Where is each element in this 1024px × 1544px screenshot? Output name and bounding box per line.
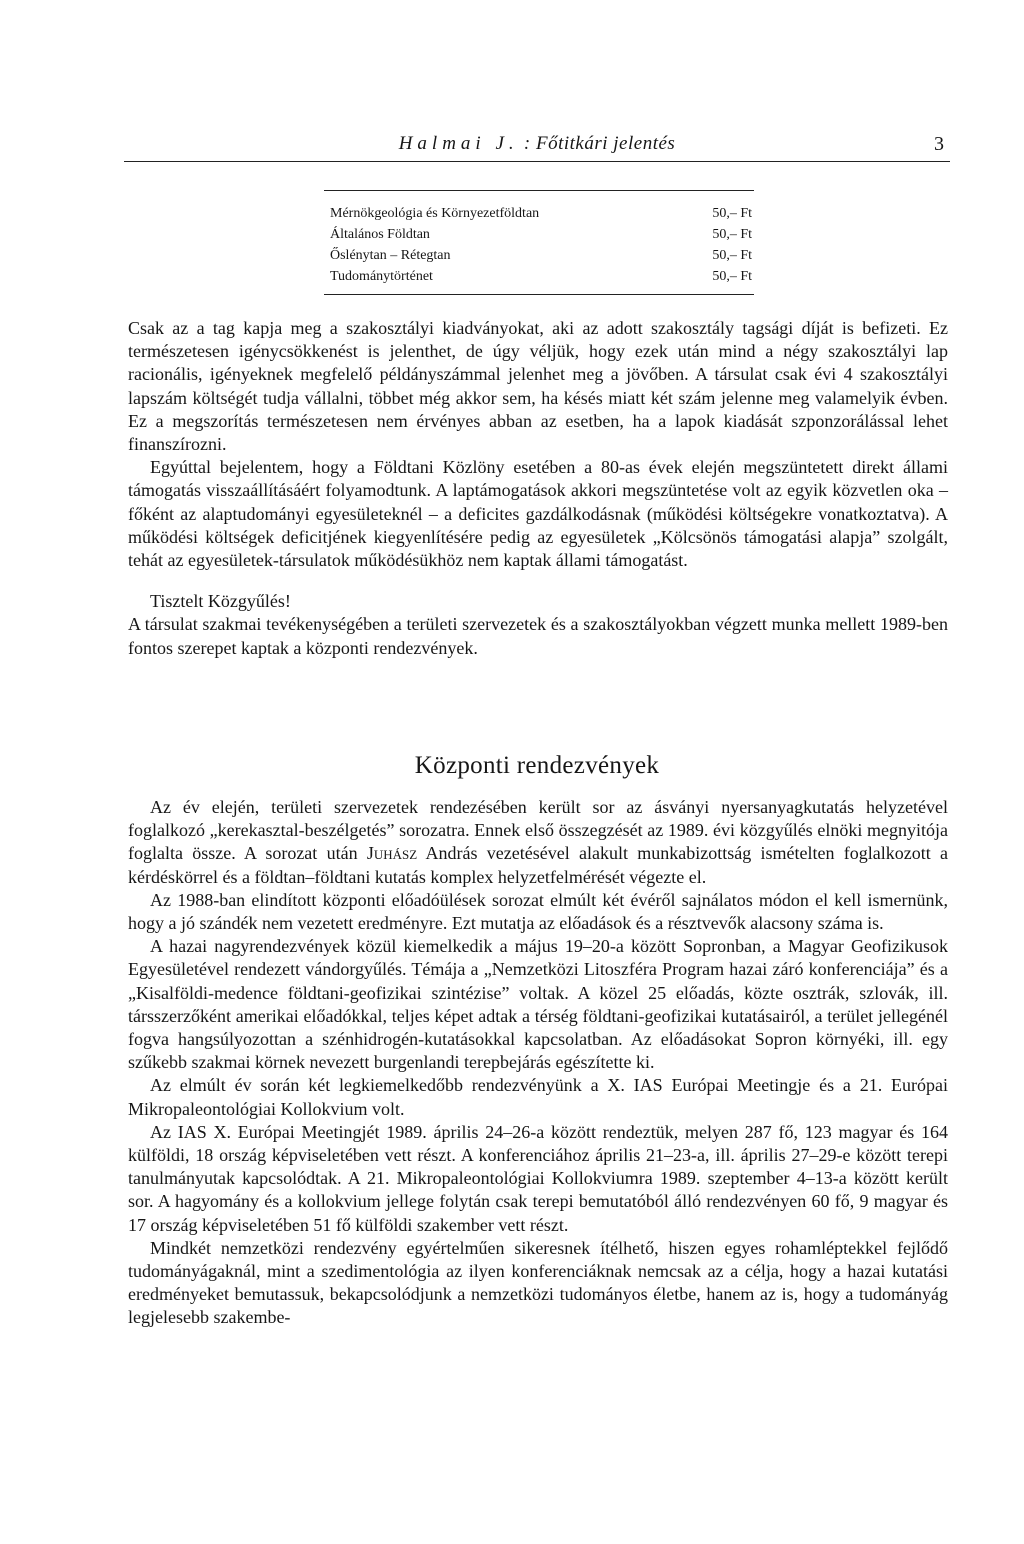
salutation: Tisztelt Közgyűlés! xyxy=(150,591,291,612)
fee-name: Mérnökgeológia és Környezetföldtan xyxy=(330,206,540,221)
fee-name: Őslénytan – Rétegtan xyxy=(330,248,451,263)
fee-row xyxy=(324,245,754,266)
paragraph-roundtable xyxy=(128,796,948,889)
intro-text xyxy=(128,317,948,660)
person-name: Juhász xyxy=(366,843,418,864)
section-text xyxy=(128,796,948,1330)
header-report-title: : Főtitkári jelentés xyxy=(523,133,676,154)
fee-name: Általános Földtan xyxy=(330,227,430,242)
fee-row xyxy=(324,203,754,224)
paragraph-international: Mindkét nemzetközi rendezvény egyértelműen sikeresnek ítélhető, hiszen egyes rohamléptekkel fejlődő tudományágaknál, mint a szedimentológia az ilyen konferenciáknak nemcsak az a célja, hogy a hazai kutatási eredményeket bemutassuk, bekapcsolódjunk a nemzetközi tudományos életbe, hanem az is, hogy a tudományág legjelesebb szakembe- xyxy=(128,1237,948,1328)
paragraph-ias-meeting: Az IAS X. Európai Meetingjét 1989. április 24–26-a között rendeztük, melyen 287 fő, 123 magyar és 164 külföldi, 18 ország képviseletében vett részt. A konferenciához április 21–23-a, ill. április 27–29-e között terepi tanulmányutak kapcsolódtak. A 21. Mikropaleontológiai Kollokviumra 1989. szeptember 4–13-a között került sor. A hagyomány és a kollokvium jellege folytán csak terepi bemutatóból álló rendezvényen 60 fő, 9 magyar és 17 ország képviseletében 51 fő külföldi szakember vett részt. xyxy=(128,1121,948,1235)
fee-name: Tudománytörténet xyxy=(330,269,433,284)
fee-amount: 50,– Ft xyxy=(712,227,752,242)
paragraph-central-events: A társulat szakmai tevékenységében a területi szervezetek és a szakosztályokban végzett munka mellett 1989-ben fontos szerepet kaptak a központi rendezvények. xyxy=(128,614,948,658)
fee-amount: 50,– Ft xyxy=(712,248,752,263)
running-header xyxy=(124,133,950,162)
fee-amount: 50,– Ft xyxy=(712,269,752,284)
section-title: Központi rendezvények xyxy=(414,752,660,779)
paragraph-sopron: A hazai nagyrendezvények közül kiemelkedik a május 19–20-a között Sopronban, a Magyar Geofizikusok Egyesületével rendezett vándorgyűlés. Témája a „Nemzetközi Litoszféra Program hazai záró konferenciája” és a „Kisalföldi-medence földtani-geofizikai szintézise” voltak. A közel 25 előadás, közte osztrák, szlovák, ill. társszerzőként amerikai előadókkal, teljes képet adtak a térség földtani-geofizikai kutatásairól, a terület jellegénél fogva hangsúlyozottan a szénhidrogén-kutatásokkal kapcsolatban. Az előadásokat Sopron környéki, ill. egy szűkebb szakmai körnek nevezett burgenlandi terepbejárás egészítette ki. xyxy=(128,936,948,1073)
fee-row xyxy=(324,266,754,287)
page-number: 3 xyxy=(934,133,944,155)
paragraph-roundtable-start: Az év elején, területi szervezetek rendezésében került sor az ásványi nyersanyagkutatás helyzetével foglalkozó „kerekasztal-beszélgetés” sorozatra. Ennek első összegzését az 1989. évi közgyűlés elnöki megnyitója foglalta össze. A sorozat után xyxy=(128,797,948,864)
paragraph-lectures: Az 1988-ban elindított központi előadóülések sorozat elmúlt két évéről sajnálatos módon el kell ismernünk, hogy a jó szándék nem vezetett eredményre. Ezt mutatja az előadások és a résztvevők alacsony száma is. xyxy=(128,889,948,934)
paragraph-roundtable-end: András vezetésével alakult munkabizottság ismételten foglalkozott a kérdéskörrel és a földtan–földtani kutatás komplex helyzetfelmérését végezte el. xyxy=(128,843,949,887)
document-page xyxy=(124,0,950,1544)
fee-row xyxy=(324,224,754,245)
header-title xyxy=(124,133,950,155)
paragraph-state-support: Egyúttal bejelentem, hogy a Földtani Közlöny esetében a 80-as évek elején megszüntetett direkt állami támogatás visszaállításáért folyamodtunk. A laptámogatások akkori megszüntetése volt az egyik közvetlen oka – főként az alaptudományi egyesületeknél – a deficites gazdálkodásnak (működési költségekre vonatkoztatva). A működési költségek deficitjének kiegyenlítésére pedig az egyesületek „Kölcsönös támogatási alapja” szolgált, tehát az egyesületek-társulatok működésükhöz nem kaptak állami támogatást. xyxy=(128,457,948,571)
paragraph-major-events: Az elmúlt év során két legkiemelkedőbb rendezvényünk a X. IAS Európai Meetingje és a 21. Európai Mikropaleontológiai Kollokvium volt. xyxy=(128,1075,948,1119)
paragraph-gap xyxy=(128,572,948,590)
fee-table xyxy=(324,190,754,295)
fee-amount: 50,– Ft xyxy=(712,206,752,221)
paragraph-membership: Csak az a tag kapja meg a szakosztályi kiadványokat, aki az adott szakosztály tagsági díját is befizeti. Ez természetesen igénycsökkenést is jelenthet, de úgy véljük, hogy ezek után mind a négy szakosztályi lap racionális, igényeknek megfelelő példányszámmal jelenhet meg a jövőben. A társulat csak évi 4 szakosztályi lapszám költségét tudja vállalni, többet még akkor sem, ha késés miatt két szám jelenne meg valamelyik évben. Ez a megszorítás természetesen nem érvényes abban az esetben, ha a lapok kiadását szponzorálással lehet finanszírozni. xyxy=(128,318,948,455)
header-author: Halmai J. xyxy=(398,133,519,154)
